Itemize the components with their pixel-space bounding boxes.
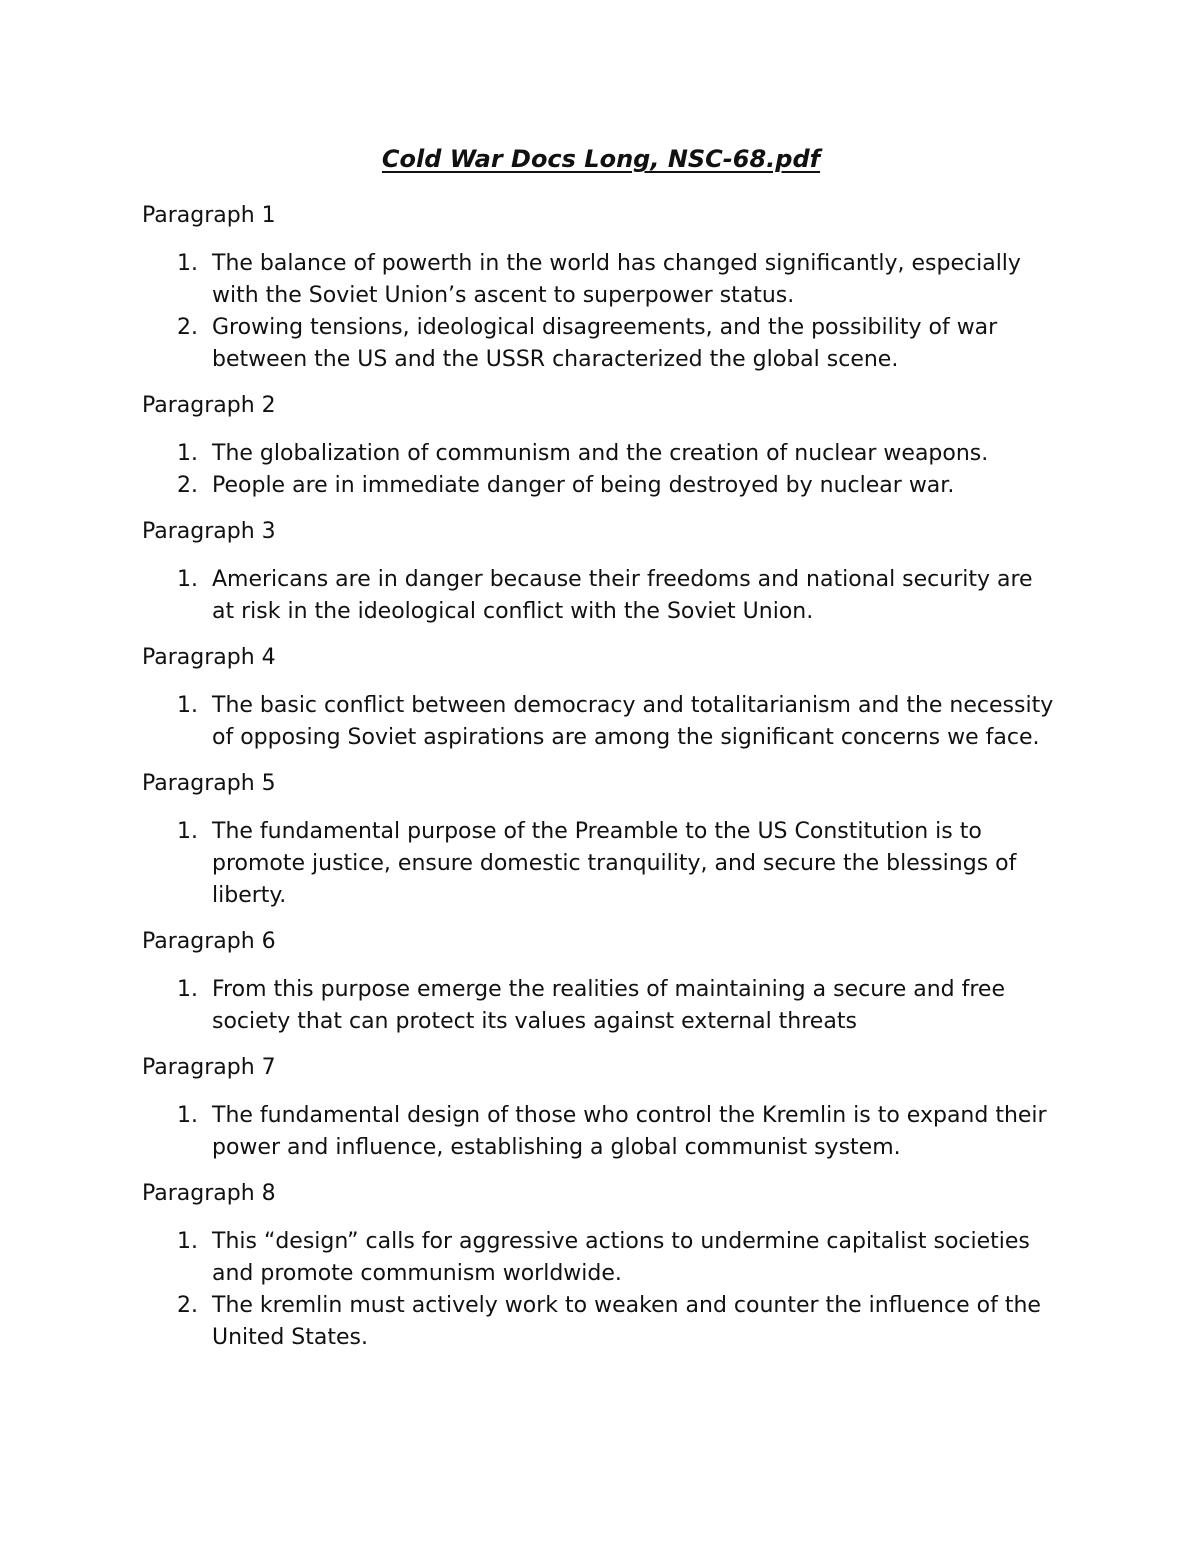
numbered-list	[142, 564, 1060, 628]
section-paragraph-7	[142, 1052, 1060, 1164]
section-paragraph-1	[142, 200, 1060, 376]
list-item-text: The basic conflict between democracy and totalitarianism and the necessity of opposing Soviet aspirations are among the significant concerns we face.	[212, 693, 1054, 750]
numbered-list	[142, 1100, 1060, 1164]
numbered-list	[142, 974, 1060, 1038]
list-item	[142, 1290, 1060, 1354]
list-item	[142, 816, 1060, 912]
section-heading: Paragraph 5	[142, 771, 276, 796]
list-item-number: 2.	[177, 315, 198, 340]
section-paragraph-2	[142, 390, 1060, 502]
section-heading: Paragraph 7	[142, 1055, 276, 1080]
list-item-number: 1.	[177, 1103, 198, 1128]
list-item-text: The kremlin must actively work to weaken and counter the influence of the United States.	[212, 1293, 1041, 1350]
section-paragraph-3	[142, 516, 1060, 628]
list-item-number: 1.	[177, 251, 198, 276]
list-item	[142, 1226, 1060, 1290]
section-heading: Paragraph 4	[142, 645, 276, 670]
list-item-text: This “design” calls for aggressive actions to undermine capitalist societies and promote communism worldwide.	[212, 1229, 1030, 1286]
list-item-number: 1.	[177, 567, 198, 592]
list-item-number: 1.	[177, 819, 198, 844]
numbered-list	[142, 248, 1060, 376]
list-item-text: The balance of powerth in the world has changed significantly, especially with the Soviet Union’s ascent to superpower status.	[212, 251, 1021, 308]
section-heading: Paragraph 2	[142, 393, 276, 418]
list-item-number: 1.	[177, 693, 198, 718]
list-item-text: Americans are in danger because their freedoms and national security are at risk in the ideological conflict with the Soviet Union.	[212, 567, 1033, 624]
list-item-number: 2.	[177, 473, 198, 498]
section-heading: Paragraph 1	[142, 203, 276, 228]
document-title: Cold War Docs Long, NSC-68.pdf	[381, 145, 821, 173]
section-heading: Paragraph 6	[142, 929, 276, 954]
list-item-text: The fundamental design of those who control the Kremlin is to expand their power and influence, establishing a global communist system.	[212, 1103, 1047, 1160]
numbered-list	[142, 438, 1060, 502]
section-heading: Paragraph 8	[142, 1181, 276, 1206]
list-item	[142, 438, 1060, 470]
list-item-number: 1.	[177, 1229, 198, 1254]
numbered-list	[142, 1226, 1060, 1354]
list-item	[142, 690, 1060, 754]
list-item-number: 1.	[177, 441, 198, 466]
list-item	[142, 470, 1060, 502]
list-item-text: Growing tensions, ideological disagreements, and the possibility of war between the US and the USSR characterized the global scene.	[212, 315, 998, 372]
section-paragraph-6	[142, 926, 1060, 1038]
list-item	[142, 974, 1060, 1038]
list-item-text: From this purpose emerge the realities of maintaining a secure and free society that can protect its values against external threats	[212, 977, 1005, 1034]
list-item-number: 1.	[177, 977, 198, 1002]
section-paragraph-4	[142, 642, 1060, 754]
list-item-number: 2.	[177, 1293, 198, 1318]
list-item-text: People are in immediate danger of being destroyed by nuclear war.	[212, 473, 955, 498]
section-heading: Paragraph 3	[142, 519, 276, 544]
list-item	[142, 248, 1060, 312]
numbered-list	[142, 816, 1060, 912]
list-item	[142, 1100, 1060, 1164]
section-paragraph-5	[142, 768, 1060, 912]
numbered-list	[142, 690, 1060, 754]
list-item-text: The globalization of communism and the creation of nuclear weapons.	[212, 441, 989, 466]
section-paragraph-8	[142, 1178, 1060, 1354]
list-item	[142, 312, 1060, 376]
list-item-text: The fundamental purpose of the Preamble to the US Constitution is to promote justice, ensure domestic tranquility, and secure the blessings of liberty.	[212, 819, 1017, 908]
list-item	[142, 564, 1060, 628]
